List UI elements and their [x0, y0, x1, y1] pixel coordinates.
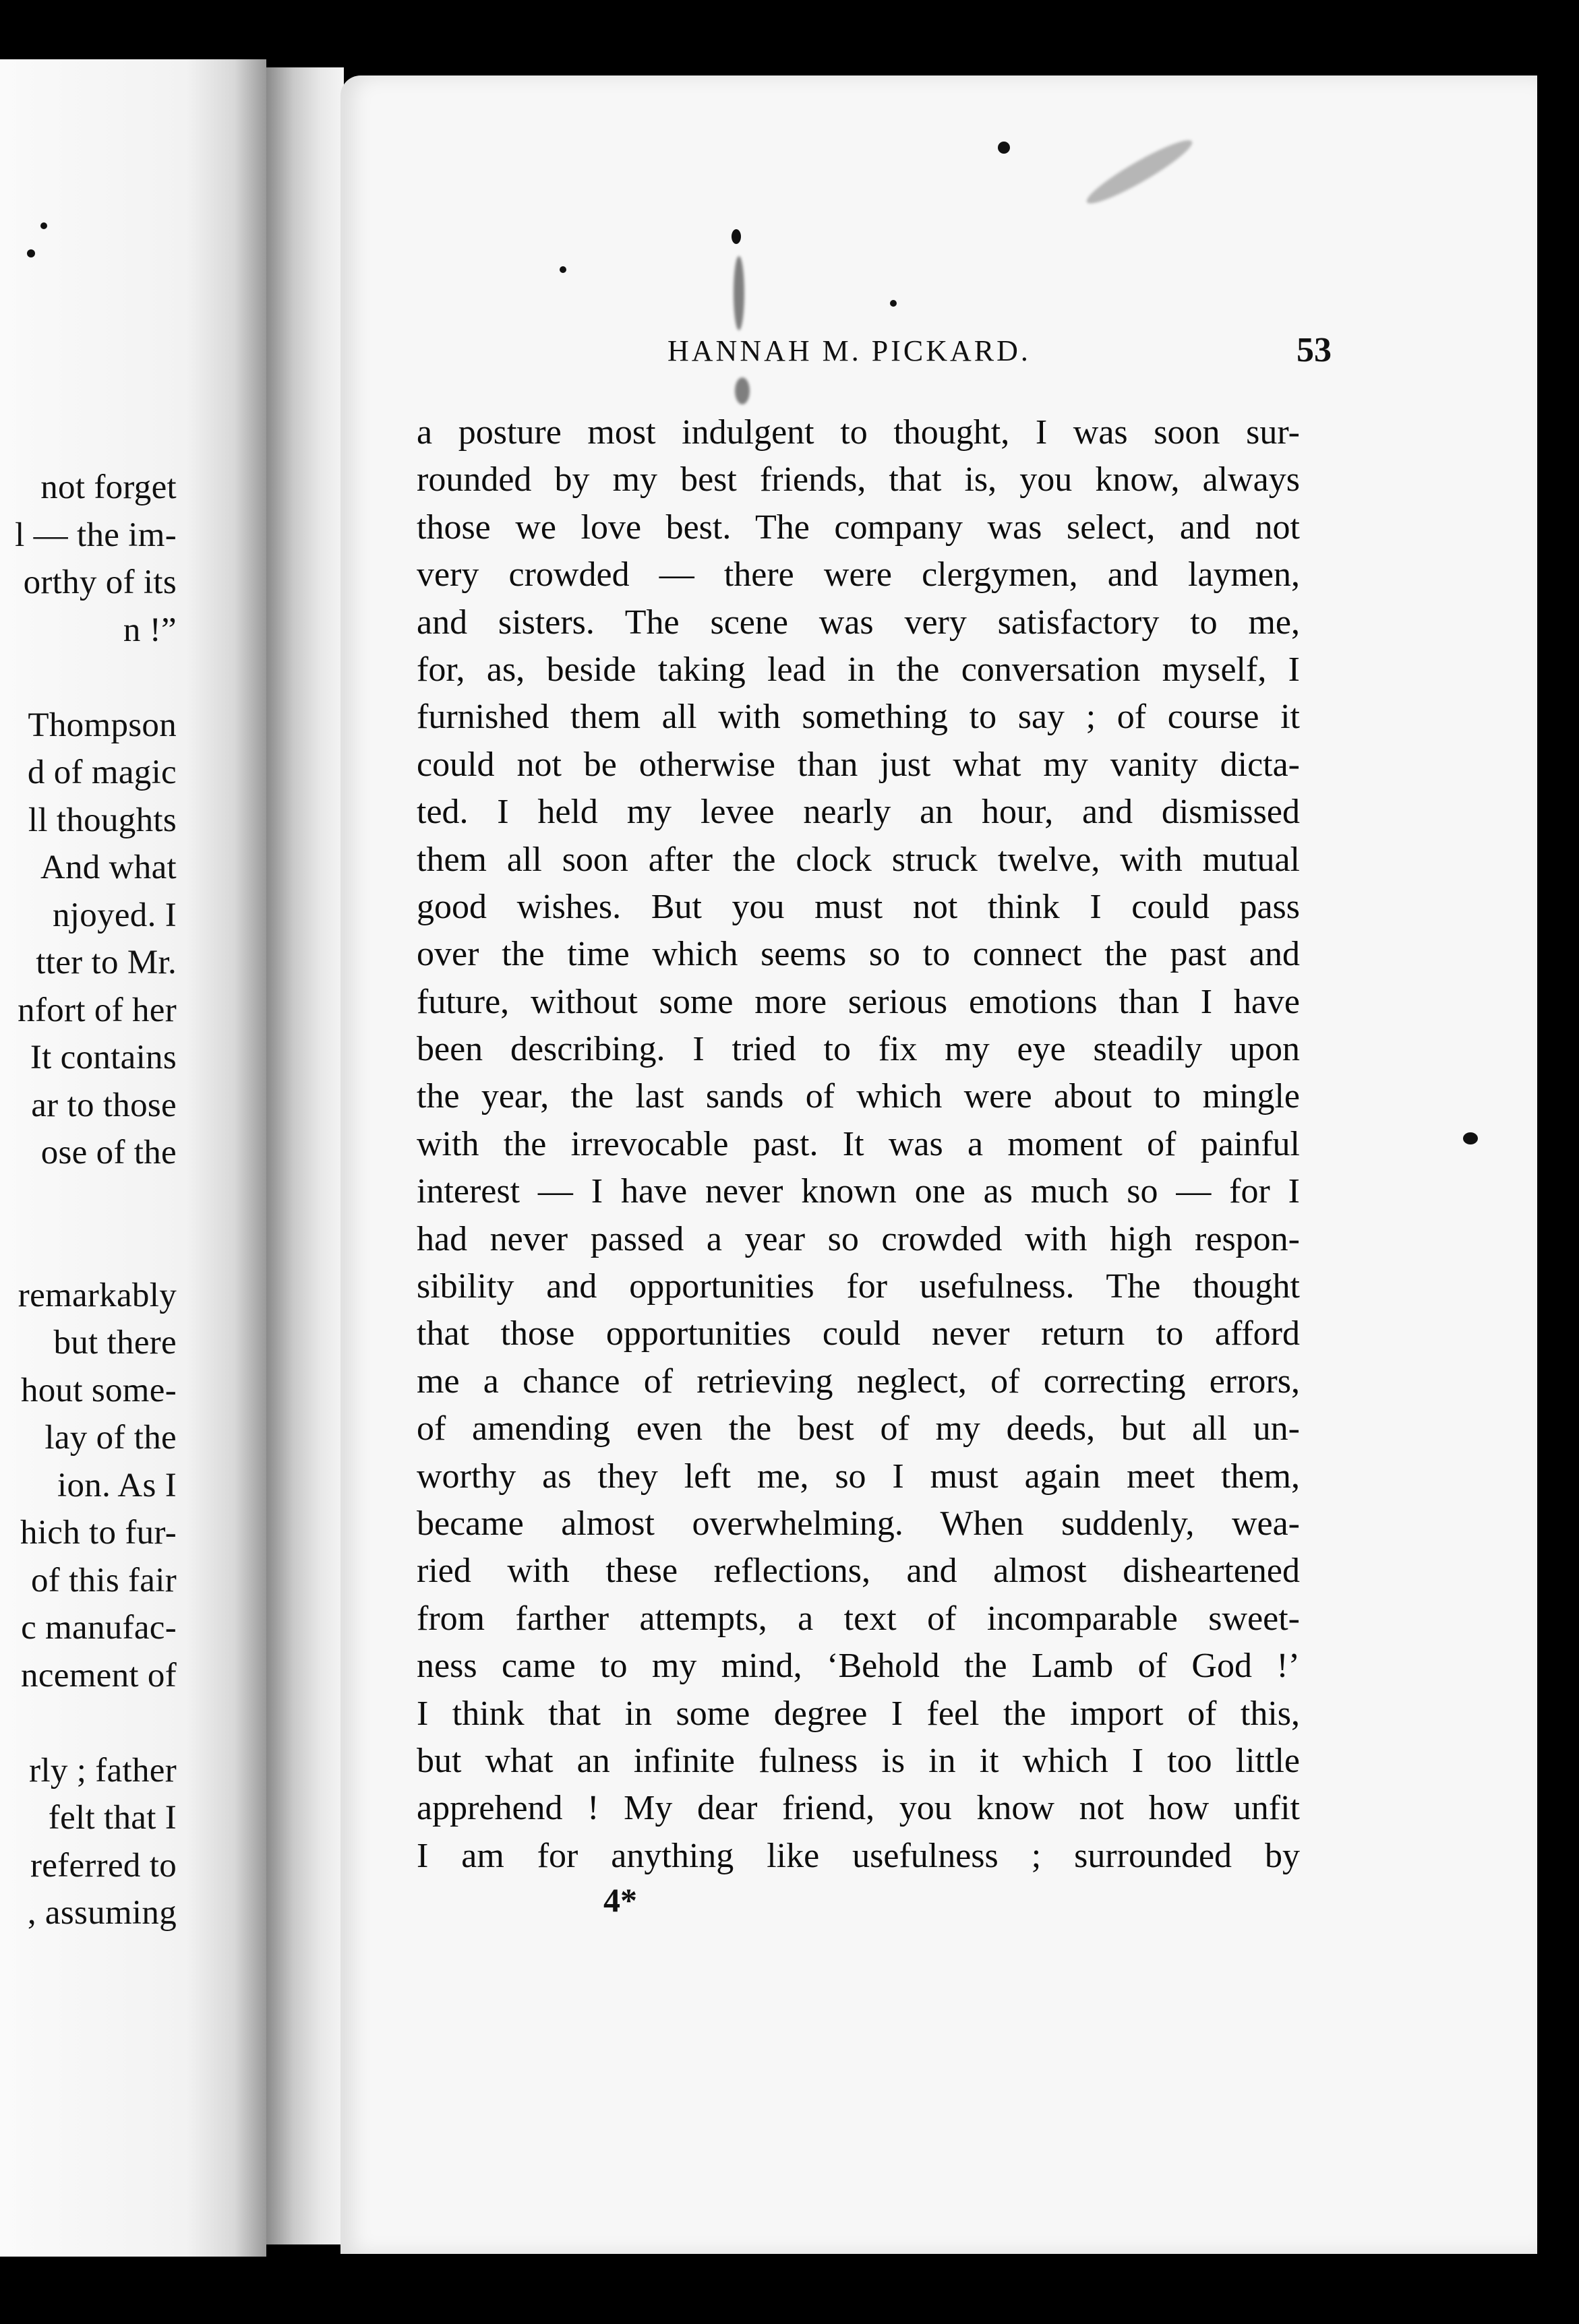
book-gutter	[266, 67, 344, 2244]
body-line: with the irrevocable past. It was a moment of painful	[417, 1124, 1300, 1163]
left-page-line: ncement of	[21, 1656, 177, 1694]
ink-speck	[732, 229, 741, 244]
left-page-line: hout some-	[20, 1371, 177, 1409]
body-line: I am for anything like usefulness ; surrounded by	[417, 1836, 1300, 1875]
body-line: good wishes. But you must not think I could pass	[417, 887, 1300, 926]
left-page-line: n !”	[123, 611, 177, 649]
left-page-line: orthy of its	[23, 563, 177, 601]
left-page-line: And what	[40, 849, 177, 886]
body-line: from farther attempts, a text of incomparable sweet-	[417, 1599, 1300, 1638]
body-line: I think that in some degree I feel the import of this,	[417, 1694, 1300, 1733]
ink-speck	[560, 266, 566, 273]
ink-speck	[890, 300, 897, 307]
ink-smudge	[735, 377, 750, 404]
signature-mark: 4*	[603, 1881, 637, 1919]
ink-speck	[40, 222, 47, 229]
ink-speck	[1463, 1132, 1478, 1144]
body-line: apprehend ! My dear friend, you know not how unfit	[417, 1789, 1300, 1828]
body-line: ted. I held my levee nearly an hour, and dismissed	[417, 793, 1300, 832]
body-line: that those opportunities could never return to afford	[417, 1314, 1300, 1353]
body-line: those we love best. The company was select, and not	[417, 508, 1300, 547]
running-head: HANNAH M. PICKARD.	[667, 334, 1031, 367]
left-page-line: but there	[53, 1324, 177, 1362]
left-page-line: felt that I	[48, 1799, 177, 1837]
body-line: a posture most indulgent to thought, I was soon sur-	[417, 413, 1300, 452]
body-line: interest — I have never known one as much so — for I	[417, 1172, 1300, 1211]
ink-speck	[998, 142, 1010, 154]
body-text	[417, 409, 1300, 1880]
body-line: future, without some more serious emotions than I have	[417, 982, 1300, 1021]
body-line: worthy as they left me, so I must again meet them,	[417, 1457, 1300, 1496]
left-page-line: l — the im-	[15, 516, 177, 554]
left-page-line: nfort of her	[18, 991, 177, 1029]
left-page-line: hich to fur-	[20, 1514, 177, 1552]
body-line: had never passed a year so crowded with high respon-	[417, 1219, 1300, 1258]
body-line: very crowded — there were clergymen, and laymen,	[417, 555, 1300, 594]
left-page-line: Thompson	[28, 706, 177, 744]
body-line: ness came to my mind, ‘Behold the Lamb of God !’	[417, 1647, 1300, 1686]
ink-speck	[27, 249, 35, 257]
body-line: sibility and opportunities for usefulness. The thought	[417, 1267, 1300, 1306]
left-page	[0, 59, 266, 2257]
left-page-line: ose of the	[40, 1134, 177, 1171]
ink-smudge	[734, 256, 744, 330]
left-page-line: ll thoughts	[28, 801, 177, 839]
left-page-line: not forget	[40, 468, 177, 506]
left-page-line: lay of the	[44, 1419, 177, 1457]
body-line: for, as, beside taking lead in the conversation myself, I	[417, 650, 1300, 689]
left-page-line: ion. As I	[57, 1466, 177, 1504]
page-number: 53	[1297, 331, 1332, 369]
left-page-text	[0, 464, 177, 1937]
left-page-line: rly ; father	[29, 1751, 177, 1790]
left-page-line: referred to	[30, 1846, 177, 1885]
body-line: the year, the last sands of which were about to mingle	[417, 1077, 1300, 1116]
body-line: furnished them all with something to say ; of course it	[417, 698, 1300, 737]
body-line: over the time which seems so to connect the past and	[417, 935, 1300, 974]
body-line: and sisters. The scene was very satisfactory to me,	[417, 603, 1300, 642]
left-page-line: of this fair	[30, 1561, 177, 1599]
body-line: been describing. I tried to fix my eye steadily upon	[417, 1030, 1300, 1069]
left-page-line: d of magic	[27, 754, 177, 791]
left-page-line: c manufac-	[21, 1609, 177, 1647]
body-line: rounded by my best friends, that is, you know, always	[417, 460, 1300, 499]
left-page-line: ar to those	[31, 1086, 177, 1124]
body-line: but what an infinite fulness is in it which I too little	[417, 1741, 1300, 1780]
body-line: ried with these reflections, and almost disheartened	[417, 1552, 1300, 1591]
left-page-line: It contains	[30, 1039, 177, 1076]
left-page-line: tter to Mr.	[36, 944, 177, 981]
left-page-line: , assuming	[27, 1894, 177, 1932]
left-page-line: njoyed. I	[53, 896, 177, 934]
body-line: me a chance of retrieving neglect, of correcting errors,	[417, 1362, 1300, 1401]
left-page-line: remarkably	[18, 1276, 177, 1314]
body-line: them all soon after the clock struck twelve, with mutual	[417, 840, 1300, 879]
body-line: of amending even the best of my deeds, but all un-	[417, 1409, 1300, 1448]
body-line: could not be otherwise than just what my vanity dicta-	[417, 745, 1300, 784]
body-line: became almost overwhelming. When suddenly, wea-	[417, 1504, 1300, 1543]
